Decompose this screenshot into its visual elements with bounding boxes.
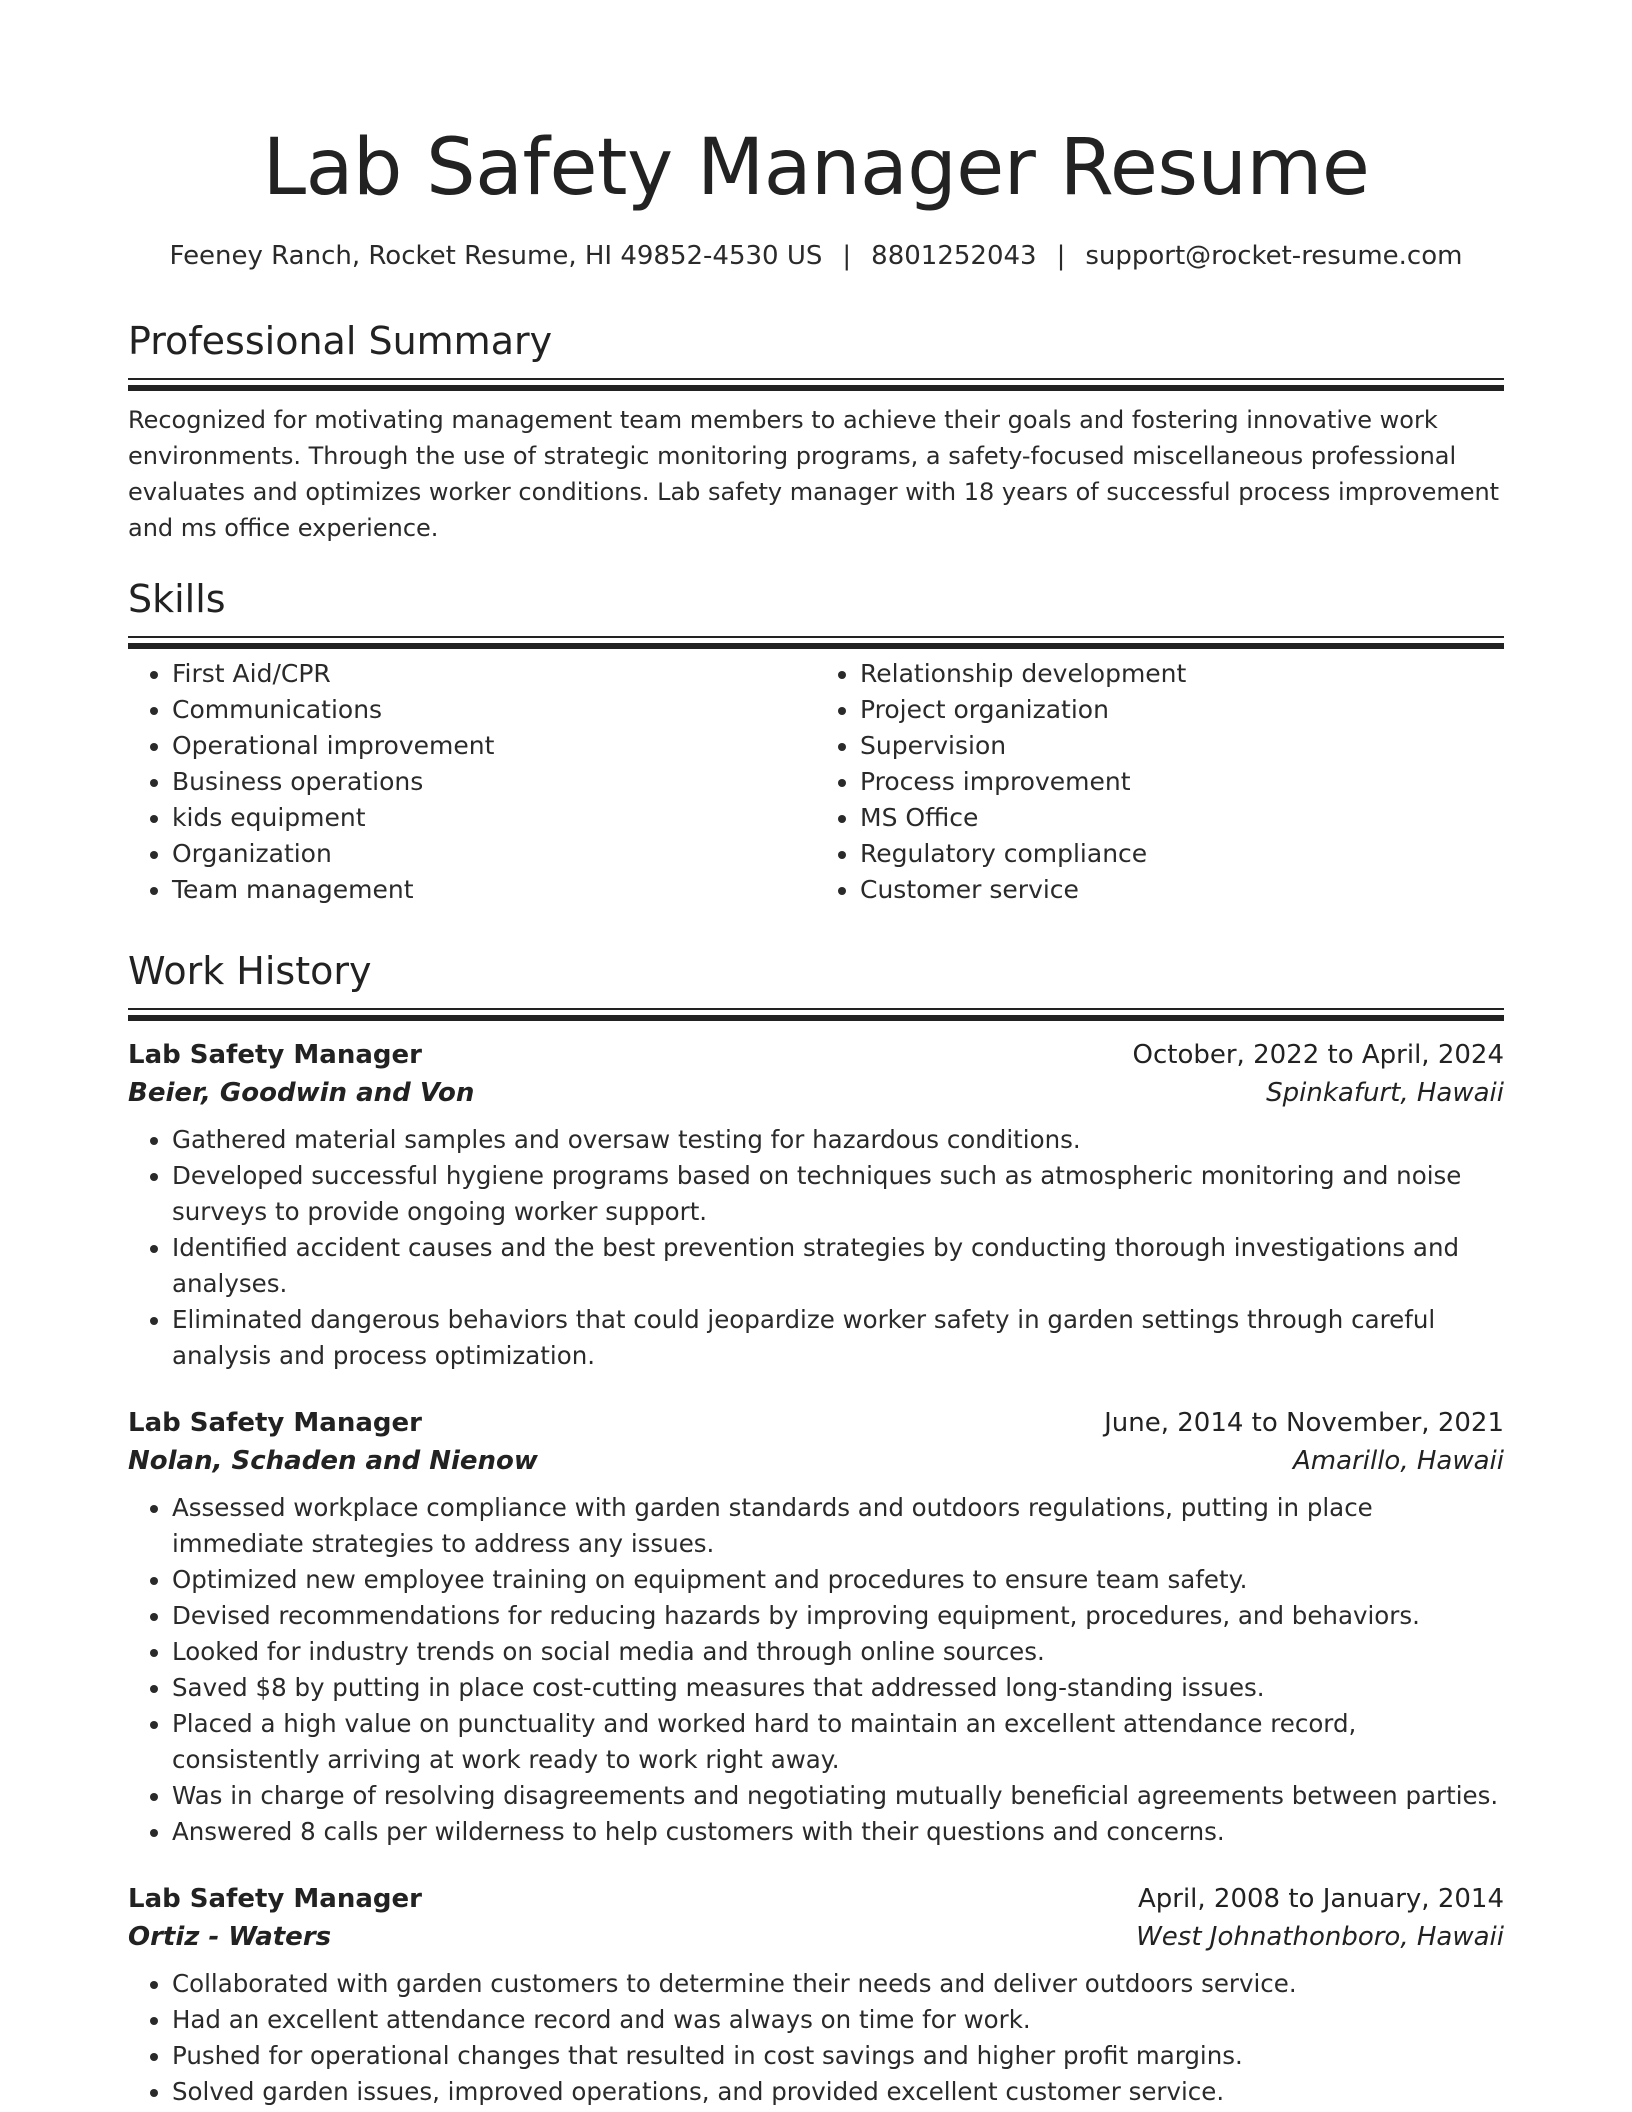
skill-item: • Team management <box>172 872 816 908</box>
section-divider <box>128 378 1504 390</box>
job-title: Lab Safety Manager <box>128 1040 422 1070</box>
skill-item: • Organization <box>172 836 816 872</box>
skills-columns <box>128 656 1504 908</box>
skills-heading: Skills <box>128 577 226 621</box>
skill-item: • Supervision <box>860 728 1504 764</box>
section-divider <box>128 1008 1504 1020</box>
job-bullet: • Pushed for operational changes that resulted in cost savings and higher profit margins. <box>172 2038 1504 2074</box>
job-bullet: • Optimized new employee training on equipment and procedures to ensure team safety. <box>172 1562 1504 1598</box>
job-dates: June, 2014 to November, 2021 <box>1104 1408 1504 1438</box>
job-title: Lab Safety Manager <box>128 1408 422 1438</box>
job-company: Nolan, Schaden and Nienow <box>128 1446 538 1476</box>
job-dates: April, 2008 to January, 2014 <box>1137 1884 1504 1914</box>
skill-item: • MS Office <box>860 800 1504 836</box>
skill-item: • Project organization <box>860 692 1504 728</box>
job-bullets <box>128 1966 1504 2110</box>
job-entry <box>128 1404 1504 1850</box>
contact-line <box>0 236 1632 276</box>
job-title: Lab Safety Manager <box>128 1884 422 1914</box>
summary-section <box>128 316 1504 546</box>
resume-title: Lab Safety Manager Resume <box>262 123 1370 213</box>
section-divider <box>128 636 1504 648</box>
job-bullet: • Eliminated dangerous behaviors that could jeopardize worker safety in garden settings through careful analysis and process optimization. <box>172 1302 1504 1374</box>
job-bullet: • Developed successful hygiene programs based on techniques such as atmospheric monitoring and noise surveys to provide ongoing worker support. <box>172 1158 1504 1230</box>
skills-list-right <box>816 656 1504 908</box>
job-entry <box>128 1036 1504 1374</box>
job-bullet: • Solved garden issues, improved operations, and provided excellent customer service. <box>172 2074 1504 2110</box>
job-dates: October, 2022 to April, 2024 <box>1132 1040 1504 1070</box>
job-bullet: • Assessed workplace compliance with garden standards and outdoors regulations, putting in place immediate strategies to address any issues. <box>172 1490 1504 1562</box>
work-history-heading: Work History <box>128 949 372 993</box>
skill-item: • Relationship development <box>860 656 1504 692</box>
skill-item: • Customer service <box>860 872 1504 908</box>
summary-text: Recognized for motivating management team members to achieve their goals and fostering innovative work environments. Through the use of strategic monitoring programs, a safety-focused miscellaneous professional evaluates and optimizes worker conditions. Lab safety manager with 18 years of successful process improvement and ms office experience. <box>128 406 1500 542</box>
skill-item: • Communications <box>172 692 816 728</box>
job-bullet: • Was in charge of resolving disagreements and negotiating mutually beneficial agreements between parties. <box>172 1778 1504 1814</box>
summary-heading: Professional Summary <box>128 319 553 363</box>
job-bullet: • Had an excellent attendance record and was always on time for work. <box>172 2002 1504 2038</box>
contact-email: support@rocket-resume.com <box>1085 241 1463 271</box>
job-bullet: • Devised recommendations for reducing hazards by improving equipment, procedures, and behaviors. <box>172 1598 1504 1634</box>
job-bullet: • Identified accident causes and the best prevention strategies by conducting thorough investigations and analyses. <box>172 1230 1504 1302</box>
contact-separator: | <box>1056 241 1066 271</box>
job-bullets <box>128 1122 1504 1374</box>
job-bullet: • Looked for industry trends on social media and through online sources. <box>172 1634 1504 1670</box>
skill-item: • Operational improvement <box>172 728 816 764</box>
work-history-section <box>128 946 1504 2110</box>
job-bullet: • Placed a high value on punctuality and worked hard to maintain an excellent attendance record, consistently arriving at work ready to work right away. <box>172 1706 1504 1778</box>
job-location: West Johnathonboro, Hawaii <box>1136 1922 1504 1952</box>
job-location: Amarillo, Hawaii <box>1293 1446 1504 1476</box>
job-bullet: • Saved $8 by putting in place cost-cutting measures that addressed long-standing issues. <box>172 1670 1504 1706</box>
skill-item: • kids equipment <box>172 800 816 836</box>
job-entry <box>128 1880 1504 2110</box>
job-company: Beier, Goodwin and Von <box>128 1078 475 1108</box>
job-bullet: • Gathered material samples and oversaw testing for hazardous conditions. <box>172 1122 1504 1158</box>
contact-separator: | <box>842 241 852 271</box>
skill-item: • Process improvement <box>860 764 1504 800</box>
job-bullet: • Answered 8 calls per wilderness to help customers with their questions and concerns. <box>172 1814 1504 1850</box>
skills-list-left <box>128 656 816 908</box>
skill-item: • Regulatory compliance <box>860 836 1504 872</box>
job-bullets <box>128 1490 1504 1850</box>
skill-item: • Business operations <box>172 764 816 800</box>
job-bullet: • Collaborated with garden customers to determine their needs and deliver outdoors service. <box>172 1966 1504 2002</box>
contact-address: Feeney Ranch, Rocket Resume, HI 49852-4530 US <box>169 241 823 271</box>
contact-phone: 8801252043 <box>871 241 1037 271</box>
skill-item: • First Aid/CPR <box>172 656 816 692</box>
skills-section <box>128 574 1504 908</box>
job-location: Spinkafurt, Hawaii <box>1266 1078 1504 1108</box>
job-company: Ortiz - Waters <box>128 1922 332 1952</box>
